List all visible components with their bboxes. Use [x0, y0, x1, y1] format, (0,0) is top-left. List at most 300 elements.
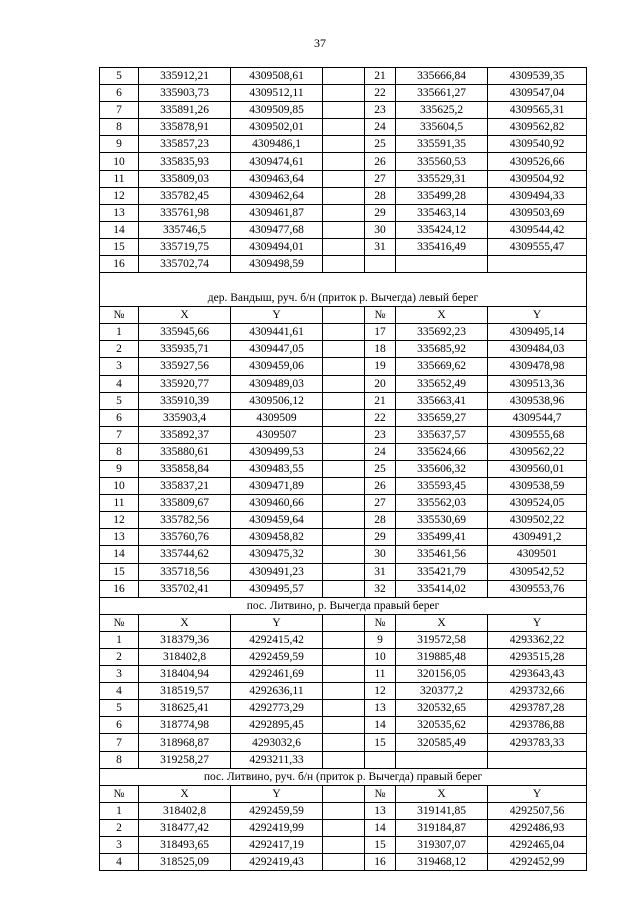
- point-number: 32: [365, 580, 396, 597]
- table-row: [100, 837, 587, 854]
- x-coordinate: 318477,42: [139, 819, 231, 836]
- y-coordinate: 4293515,28: [488, 649, 587, 666]
- spacer-cell: [323, 204, 365, 221]
- x-coordinate: 335857,23: [139, 136, 231, 153]
- x-coordinate: 318968,87: [139, 734, 231, 751]
- point-number: 13: [365, 700, 396, 717]
- x-coordinate: 318402,8: [139, 649, 231, 666]
- point-number: 26: [365, 153, 396, 170]
- y-coordinate: 4309495,57: [231, 580, 323, 597]
- spacer-cell: [323, 802, 365, 819]
- y-coordinate: 4309494,01: [231, 238, 323, 255]
- point-number: 27: [365, 495, 396, 512]
- y-coordinate: 4309498,59: [231, 256, 323, 273]
- point-number: 3: [100, 837, 139, 854]
- y-coordinate: 4309441,61: [231, 324, 323, 341]
- x-coordinate: X: [396, 307, 488, 324]
- section-caption-row: [100, 768, 587, 785]
- x-coordinate: 318625,41: [139, 700, 231, 717]
- spacer-cell: [323, 375, 365, 392]
- spacer-cell: [323, 341, 365, 358]
- point-number: 17: [365, 324, 396, 341]
- x-coordinate: 335529,31: [396, 170, 488, 187]
- y-coordinate: 4309458,82: [231, 529, 323, 546]
- point-number: 7: [100, 102, 139, 119]
- y-coordinate: 4309504,92: [488, 170, 587, 187]
- table-row: [100, 683, 587, 700]
- table-row: [100, 375, 587, 392]
- x-coordinate: 319258,27: [139, 751, 231, 768]
- point-number: 16: [100, 256, 139, 273]
- y-coordinate: 4309539,35: [488, 68, 587, 85]
- y-coordinate: 4292486,93: [488, 819, 587, 836]
- point-number: 28: [365, 512, 396, 529]
- x-coordinate: 335499,41: [396, 529, 488, 546]
- spacer-cell: [323, 392, 365, 409]
- table-row: [100, 529, 587, 546]
- point-number: 14: [100, 546, 139, 563]
- section-caption-row: [100, 273, 587, 307]
- x-coordinate: 320585,49: [396, 734, 488, 751]
- table-row: [100, 460, 587, 477]
- point-number: 15: [365, 837, 396, 854]
- spacer-cell: [323, 495, 365, 512]
- y-coordinate: 4309491,2: [488, 529, 587, 546]
- y-coordinate: Y: [488, 785, 587, 802]
- spacer-cell: [323, 170, 365, 187]
- y-coordinate: 4309502,22: [488, 512, 587, 529]
- x-coordinate: 335659,27: [396, 409, 488, 426]
- spacer-cell: [323, 119, 365, 136]
- table-row: [100, 751, 587, 768]
- point-number: 24: [365, 119, 396, 136]
- point-number: 21: [365, 392, 396, 409]
- x-coordinate: 335809,67: [139, 495, 231, 512]
- point-number: 23: [365, 426, 396, 443]
- x-coordinate: X: [139, 785, 231, 802]
- y-coordinate: 4309542,52: [488, 563, 587, 580]
- y-coordinate: 4309494,33: [488, 187, 587, 204]
- table-row: [100, 854, 587, 871]
- table-row: [100, 341, 587, 358]
- point-number: 9: [365, 631, 396, 648]
- x-coordinate: 318379,36: [139, 631, 231, 648]
- x-coordinate: X: [396, 785, 488, 802]
- point-number: №: [365, 785, 396, 802]
- table-row: [100, 443, 587, 460]
- x-coordinate: X: [396, 614, 488, 631]
- table-row: [100, 495, 587, 512]
- y-coordinate: 4309544,42: [488, 221, 587, 238]
- x-coordinate: 319468,12: [396, 854, 488, 871]
- point-number: 22: [365, 409, 396, 426]
- y-coordinate: 4309506,12: [231, 392, 323, 409]
- x-coordinate: 320535,62: [396, 717, 488, 734]
- y-coordinate: 4309503,69: [488, 204, 587, 221]
- y-coordinate: 4292415,42: [231, 631, 323, 648]
- point-number: 6: [100, 717, 139, 734]
- y-coordinate: 4292773,29: [231, 700, 323, 717]
- x-coordinate: 335910,39: [139, 392, 231, 409]
- x-coordinate: [396, 256, 488, 273]
- point-number: 5: [100, 700, 139, 717]
- x-coordinate: 335891,26: [139, 102, 231, 119]
- x-coordinate: 335666,84: [396, 68, 488, 85]
- x-coordinate: 335746,5: [139, 221, 231, 238]
- section-caption-row: [100, 597, 587, 614]
- y-coordinate: 4309462,64: [231, 187, 323, 204]
- y-coordinate: 4292417,19: [231, 837, 323, 854]
- spacer-cell: [323, 854, 365, 871]
- table-row: [100, 85, 587, 102]
- y-coordinate: [488, 256, 587, 273]
- x-coordinate: 320156,05: [396, 666, 488, 683]
- point-number: 22: [365, 85, 396, 102]
- y-coordinate: 4309508,61: [231, 68, 323, 85]
- spacer-cell: [323, 717, 365, 734]
- x-coordinate: 335927,56: [139, 358, 231, 375]
- spacer-cell: [323, 443, 365, 460]
- y-coordinate: 4309459,64: [231, 512, 323, 529]
- point-number: 12: [100, 187, 139, 204]
- table-row: [100, 238, 587, 255]
- y-coordinate: 4309486,1: [231, 136, 323, 153]
- y-coordinate: 4292895,45: [231, 717, 323, 734]
- point-number: 30: [365, 546, 396, 563]
- x-coordinate: 335562,03: [396, 495, 488, 512]
- spacer-cell: [323, 136, 365, 153]
- point-number: 31: [365, 238, 396, 255]
- x-coordinate: 335903,73: [139, 85, 231, 102]
- table-row: [100, 512, 587, 529]
- table-row: [100, 153, 587, 170]
- y-coordinate: 4309501: [488, 546, 587, 563]
- x-coordinate: 335637,57: [396, 426, 488, 443]
- y-coordinate: 4309447,05: [231, 341, 323, 358]
- table-row: [100, 392, 587, 409]
- y-coordinate: 4309474,61: [231, 153, 323, 170]
- x-coordinate: 335624,66: [396, 443, 488, 460]
- spacer-cell: [323, 614, 365, 631]
- x-coordinate: X: [139, 614, 231, 631]
- point-number: [365, 751, 396, 768]
- x-coordinate: 335606,32: [396, 460, 488, 477]
- y-coordinate: 4309507: [231, 426, 323, 443]
- y-coordinate: 4309553,76: [488, 580, 587, 597]
- point-number: №: [100, 614, 139, 631]
- point-number: 11: [100, 170, 139, 187]
- x-coordinate: 318525,09: [139, 854, 231, 871]
- spacer-cell: [323, 649, 365, 666]
- spacer-cell: [323, 683, 365, 700]
- x-coordinate: 335663,41: [396, 392, 488, 409]
- x-coordinate: 335461,56: [396, 546, 488, 563]
- coordinates-table: [99, 67, 587, 871]
- spacer-cell: [323, 68, 365, 85]
- point-number: 21: [365, 68, 396, 85]
- x-coordinate: 335935,71: [139, 341, 231, 358]
- x-coordinate: 335499,28: [396, 187, 488, 204]
- point-number: 4: [100, 683, 139, 700]
- spacer-cell: [323, 563, 365, 580]
- point-number: 7: [100, 426, 139, 443]
- x-coordinate: 319307,07: [396, 837, 488, 854]
- y-coordinate: 4309540,92: [488, 136, 587, 153]
- y-coordinate: 4309460,66: [231, 495, 323, 512]
- y-coordinate: 4309495,14: [488, 324, 587, 341]
- x-coordinate: 319141,85: [396, 802, 488, 819]
- x-coordinate: 335560,53: [396, 153, 488, 170]
- y-coordinate: 4309484,03: [488, 341, 587, 358]
- point-number: 18: [365, 341, 396, 358]
- table-row: [100, 563, 587, 580]
- spacer-cell: [323, 187, 365, 204]
- x-coordinate: 335809,03: [139, 170, 231, 187]
- y-coordinate: 4309477,68: [231, 221, 323, 238]
- point-number: 1: [100, 631, 139, 648]
- point-number: 14: [365, 717, 396, 734]
- x-coordinate: 319885,48: [396, 649, 488, 666]
- x-coordinate: 318519,57: [139, 683, 231, 700]
- table-row: [100, 666, 587, 683]
- spacer-cell: [323, 102, 365, 119]
- x-coordinate: 335744,62: [139, 546, 231, 563]
- x-coordinate: 335692,23: [396, 324, 488, 341]
- y-coordinate: 4309562,22: [488, 443, 587, 460]
- x-coordinate: 335837,21: [139, 478, 231, 495]
- point-number: 23: [365, 102, 396, 119]
- y-coordinate: 4293362,22: [488, 631, 587, 648]
- point-number: 4: [100, 854, 139, 871]
- point-number: 2: [100, 341, 139, 358]
- y-coordinate: 4293032,6: [231, 734, 323, 751]
- x-coordinate: 335424,12: [396, 221, 488, 238]
- x-coordinate: 335685,92: [396, 341, 488, 358]
- y-coordinate: 4309471,89: [231, 478, 323, 495]
- x-coordinate: 335414,02: [396, 580, 488, 597]
- point-number: 15: [100, 238, 139, 255]
- table-row: [100, 426, 587, 443]
- spacer-cell: [323, 700, 365, 717]
- y-coordinate: 4309491,23: [231, 563, 323, 580]
- y-coordinate: 4309538,59: [488, 478, 587, 495]
- point-number: 10: [100, 153, 139, 170]
- point-number: 26: [365, 478, 396, 495]
- y-coordinate: 4293786,88: [488, 717, 587, 734]
- x-coordinate: 335782,45: [139, 187, 231, 204]
- y-coordinate: 4309463,64: [231, 170, 323, 187]
- spacer-cell: [323, 85, 365, 102]
- spacer-cell: [323, 546, 365, 563]
- section-caption: дер. Вандыш, руч. б/н (приток р. Вычегда) левый берег: [100, 273, 587, 307]
- x-coordinate: 335761,98: [139, 204, 231, 221]
- point-number: 24: [365, 443, 396, 460]
- y-coordinate: 4293787,28: [488, 700, 587, 717]
- point-number: 11: [365, 666, 396, 683]
- point-number: 6: [100, 85, 139, 102]
- x-coordinate: 318402,8: [139, 802, 231, 819]
- x-coordinate: 335718,56: [139, 563, 231, 580]
- table-row: [100, 358, 587, 375]
- point-number: 3: [100, 358, 139, 375]
- x-coordinate: 335625,2: [396, 102, 488, 119]
- point-number: 15: [365, 734, 396, 751]
- point-number: 30: [365, 221, 396, 238]
- y-coordinate: 4292459,59: [231, 649, 323, 666]
- table-row: [100, 409, 587, 426]
- spacer-cell: [323, 324, 365, 341]
- spacer-cell: [323, 256, 365, 273]
- y-coordinate: 4309547,04: [488, 85, 587, 102]
- y-coordinate: 4309544,7: [488, 409, 587, 426]
- spacer-cell: [323, 358, 365, 375]
- point-number: 20: [365, 375, 396, 392]
- point-number: [365, 256, 396, 273]
- y-coordinate: 4309499,53: [231, 443, 323, 460]
- table-row: [100, 546, 587, 563]
- point-number: 15: [100, 563, 139, 580]
- point-number: 1: [100, 802, 139, 819]
- header-row: [100, 307, 587, 324]
- table-row: [100, 717, 587, 734]
- x-coordinate: 318774,98: [139, 717, 231, 734]
- point-number: 5: [100, 392, 139, 409]
- y-coordinate: 4292459,59: [231, 802, 323, 819]
- page-number: 37: [314, 36, 326, 50]
- x-coordinate: 335719,75: [139, 238, 231, 255]
- x-coordinate: 335652,49: [396, 375, 488, 392]
- spacer-cell: [323, 785, 365, 802]
- x-coordinate: 335421,79: [396, 563, 488, 580]
- y-coordinate: 4309512,11: [231, 85, 323, 102]
- point-number: №: [365, 614, 396, 631]
- x-coordinate: 335702,41: [139, 580, 231, 597]
- y-coordinate: Y: [231, 614, 323, 631]
- table-row: [100, 256, 587, 273]
- y-coordinate: 4309478,98: [488, 358, 587, 375]
- x-coordinate: 320377,2: [396, 683, 488, 700]
- spacer-cell: [323, 529, 365, 546]
- y-coordinate: 4309562,82: [488, 119, 587, 136]
- point-number: 4: [100, 375, 139, 392]
- point-number: 28: [365, 187, 396, 204]
- y-coordinate: Y: [488, 614, 587, 631]
- spacer-cell: [323, 238, 365, 255]
- x-coordinate: 335782,56: [139, 512, 231, 529]
- point-number: 25: [365, 460, 396, 477]
- y-coordinate: 4309526,66: [488, 153, 587, 170]
- point-number: 16: [100, 580, 139, 597]
- y-coordinate: Y: [231, 307, 323, 324]
- y-coordinate: 4309475,32: [231, 546, 323, 563]
- table-row: [100, 119, 587, 136]
- table-row: [100, 102, 587, 119]
- point-number: 6: [100, 409, 139, 426]
- x-coordinate: 335760,76: [139, 529, 231, 546]
- point-number: 31: [365, 563, 396, 580]
- x-coordinate: 318493,65: [139, 837, 231, 854]
- table-row: [100, 478, 587, 495]
- x-coordinate: 319572,58: [396, 631, 488, 648]
- point-number: 3: [100, 666, 139, 683]
- y-coordinate: 4292465,04: [488, 837, 587, 854]
- x-coordinate: 335416,49: [396, 238, 488, 255]
- y-coordinate: 4292636,11: [231, 683, 323, 700]
- x-coordinate: 335593,45: [396, 478, 488, 495]
- y-coordinate: Y: [231, 785, 323, 802]
- table-row: [100, 802, 587, 819]
- point-number: 9: [100, 460, 139, 477]
- spacer-cell: [323, 580, 365, 597]
- spacer-cell: [323, 819, 365, 836]
- point-number: 8: [100, 119, 139, 136]
- point-number: 13: [100, 529, 139, 546]
- x-coordinate: 335858,84: [139, 460, 231, 477]
- x-coordinate: 335903,4: [139, 409, 231, 426]
- y-coordinate: 4309509: [231, 409, 323, 426]
- point-number: 9: [100, 136, 139, 153]
- x-coordinate: 335878,91: [139, 119, 231, 136]
- spacer-cell: [323, 512, 365, 529]
- point-number: №: [100, 785, 139, 802]
- x-coordinate: 335892,37: [139, 426, 231, 443]
- x-coordinate: 320532,65: [396, 700, 488, 717]
- y-coordinate: 4292452,99: [488, 854, 587, 871]
- y-coordinate: 4293643,43: [488, 666, 587, 683]
- point-number: 10: [365, 649, 396, 666]
- point-number: 12: [100, 512, 139, 529]
- y-coordinate: 4292461,69: [231, 666, 323, 683]
- y-coordinate: 4309513,36: [488, 375, 587, 392]
- section-caption: пос. Литвино, р. Вычегда правый берег: [100, 597, 587, 614]
- table-row: [100, 631, 587, 648]
- table-row: [100, 700, 587, 717]
- section-caption: пос. Литвино, руч. б/н (приток р. Вычегда) правый берег: [100, 768, 587, 785]
- spacer-cell: [323, 409, 365, 426]
- point-number: 29: [365, 204, 396, 221]
- y-coordinate: 4292419,43: [231, 854, 323, 871]
- x-coordinate: X: [139, 307, 231, 324]
- x-coordinate: [396, 751, 488, 768]
- x-coordinate: 335835,93: [139, 153, 231, 170]
- x-coordinate: 319184,87: [396, 819, 488, 836]
- y-coordinate: 4309560,01: [488, 460, 587, 477]
- table-row: [100, 580, 587, 597]
- y-coordinate: 4309483,55: [231, 460, 323, 477]
- table-row: [100, 136, 587, 153]
- point-number: 10: [100, 478, 139, 495]
- table-row: [100, 734, 587, 751]
- x-coordinate: 335591,35: [396, 136, 488, 153]
- y-coordinate: 4309509,85: [231, 102, 323, 119]
- point-number: 8: [100, 443, 139, 460]
- point-number: 25: [365, 136, 396, 153]
- table-row: [100, 819, 587, 836]
- table-row: [100, 324, 587, 341]
- spacer-cell: [323, 460, 365, 477]
- x-coordinate: 335669,62: [396, 358, 488, 375]
- point-number: 27: [365, 170, 396, 187]
- spacer-cell: [323, 426, 365, 443]
- point-number: 12: [365, 683, 396, 700]
- y-coordinate: [488, 751, 587, 768]
- spacer-cell: [323, 478, 365, 495]
- y-coordinate: 4309459,06: [231, 358, 323, 375]
- point-number: №: [365, 307, 396, 324]
- y-coordinate: 4292507,56: [488, 802, 587, 819]
- spacer-cell: [323, 666, 365, 683]
- point-number: 14: [100, 221, 139, 238]
